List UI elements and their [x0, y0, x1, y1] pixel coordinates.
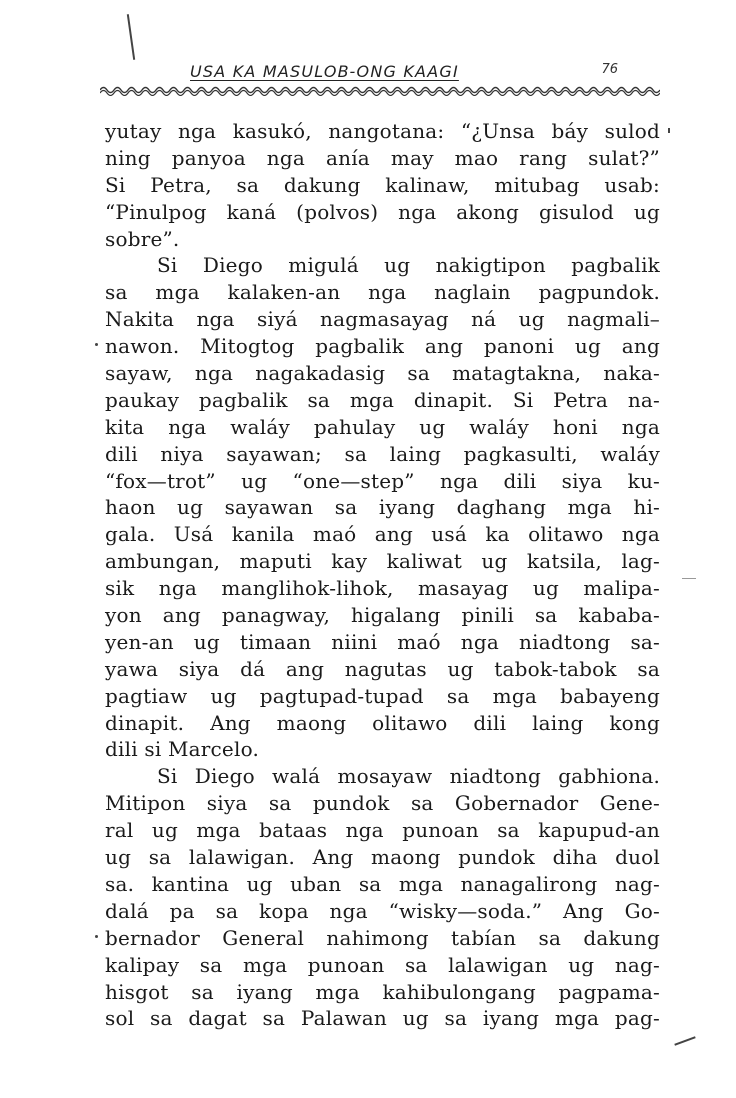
scan-mark [674, 1036, 695, 1045]
wavy-rule [100, 84, 660, 96]
text-line: yawa siya dá ang nagutas ug tabok-tabok sa [105, 656, 660, 681]
text-line: gala. Usá kanila maó ang usá ka olitawo nga [105, 522, 660, 547]
text-line: sa. kantina ug uban sa mga nanagalirong nag- [105, 871, 660, 896]
text-line: ral ug mga bataas nga punoan sa kapupud-an [105, 818, 660, 843]
text-line: yen-an ug timaan niini maó nga niadtong sa- [105, 629, 660, 654]
text-line: yutay nga kasukó, nangotana: “¿Unsa báy sulod [105, 119, 660, 143]
text-line: Si Petra, sa dakung kalinaw, mitubag usab: [105, 172, 660, 197]
text-line: dalá pa sa kopa nga “wisky—soda.” Ang Go- [105, 898, 660, 923]
page-number: 76 [601, 62, 618, 77]
scan-mark [682, 578, 696, 579]
text-line: haon ug sayawan sa iyang daghang mga hi- [105, 495, 660, 520]
running-header [190, 62, 670, 82]
text-line: “fox—trot” ug “one—step” nga dili siya ku- [105, 468, 660, 493]
text-line: dinapit. Ang maong olitawo dili laing kong [105, 710, 660, 735]
text-line: kita nga waláy pahulay ug waláy honi nga [105, 414, 660, 439]
scan-mark [95, 343, 98, 346]
text-line: Nakita nga siyá nagmasayag ná ug nagmali– [105, 307, 660, 332]
scan-mark [95, 935, 98, 938]
text-line: bernador General nahimong tabían sa dakung [105, 925, 660, 950]
running-title: USA KA MASULOB-ONG KAAGI [190, 62, 459, 81]
text-line: Si Diego migulá ug nakigtipon pagbalik [157, 253, 660, 278]
text-line: paukay pagbalik sa mga dinapit. Si Petra na- [105, 387, 660, 412]
text-line: “Pinulpog kaná (polvos) nga akong gisulod ug [105, 199, 660, 224]
text-line: ning panyoa nga anía may mao rang sulat?” [105, 145, 660, 170]
text-line: sobre”. [105, 226, 180, 251]
text-line: ug sa lalawigan. Ang maong pundok diha duol [105, 845, 660, 870]
text-line: pagtiaw ug pagtupad-tupad sa mga babayeng [105, 683, 660, 708]
text-line: dili si Marcelo. [105, 737, 260, 762]
text-line: sa mga kalaken-an nga naglain pagpundok. [105, 280, 660, 305]
body-text [105, 118, 660, 1032]
text-line: dili niya sayawan; sa laing pagkasulti, waláy [105, 441, 660, 466]
text-line: hisgot sa iyang mga kahibulongang pagpama- [105, 979, 660, 1004]
scan-mark [127, 14, 135, 60]
text-line: sayaw, nga nagakadasig sa matagtakna, naka- [105, 361, 660, 386]
text-line: Mitipon siya sa pundok sa Gobernador Gene- [105, 791, 660, 816]
text-line: sik nga manglihok-lihok, masayag ug malipa- [105, 576, 660, 601]
text-line: yon ang panagway, higalang pinili sa kababa- [105, 603, 660, 628]
text-line: Si Diego walá mosayaw niadtong gabhiona. [157, 764, 660, 789]
text-line: kalipay sa mga punoan sa lalawigan ug nag- [105, 952, 660, 977]
text-line: nawon. Mitogtog pagbalik ang panoni ug ang [105, 334, 660, 359]
text-line: ambungan, maputi kay kaliwat ug katsila, lag- [105, 549, 660, 574]
text-line: sol sa dagat sa Palawan ug sa iyang mga pag- [105, 1006, 660, 1031]
scan-mark [668, 128, 670, 133]
